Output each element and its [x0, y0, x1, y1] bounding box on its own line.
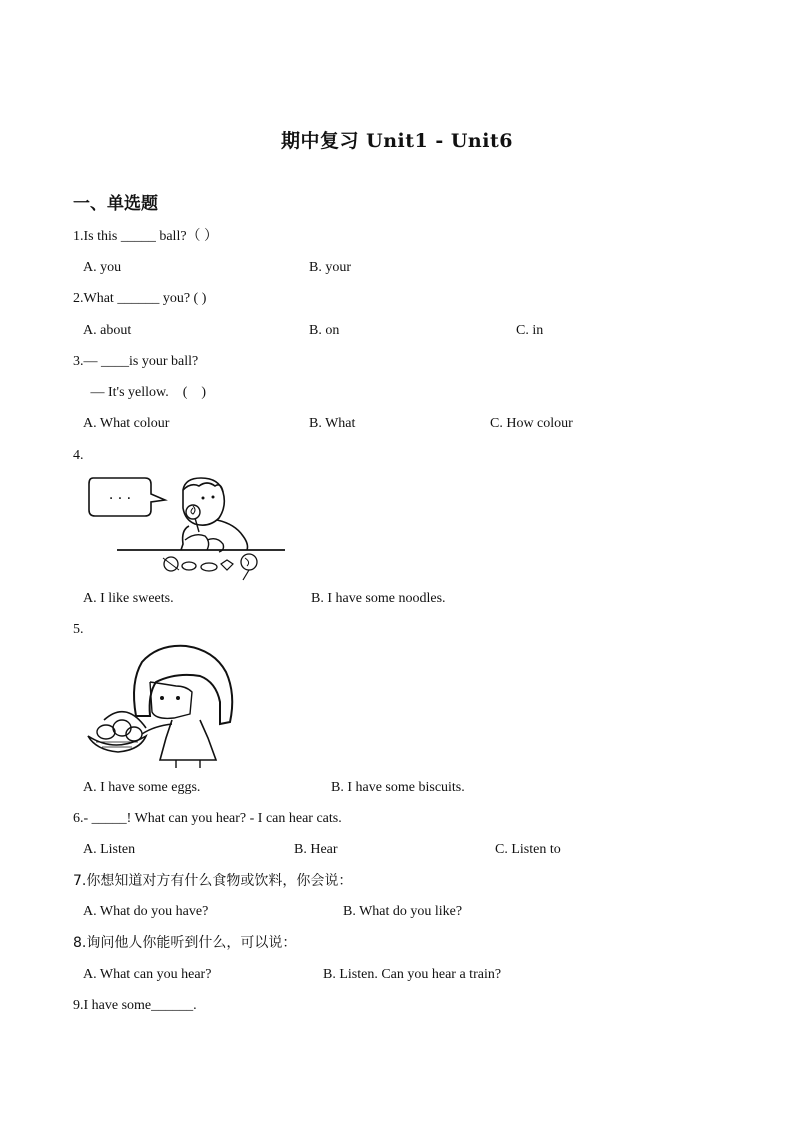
question-8-option-b[interactable]: B. Listen. Can you hear a train? [323, 967, 502, 982]
question-5-stem: 5. [73, 622, 84, 637]
question-7-stem: 7.你想知道对方有什么食物或饮料，你会说： [73, 873, 353, 889]
boy-hair-shape [183, 483, 223, 492]
question-4-option-a[interactable]: A. I like sweets. [83, 591, 174, 606]
question-2-option-a[interactable]: A. about [83, 323, 132, 338]
egg-shape [113, 720, 131, 736]
question-6-option-c[interactable]: C. Listen to [495, 842, 561, 857]
question-3-option-a[interactable]: A. What colour [83, 416, 170, 431]
egg-shape [97, 725, 115, 739]
question-3-option-c[interactable]: C. How colour [490, 416, 573, 431]
girl-hair-shape [134, 646, 232, 724]
question-8-option-a[interactable]: A. What can you hear? [83, 967, 212, 982]
question-4-option-b[interactable]: B. I have some noodles. [311, 591, 446, 606]
section-heading: 一、单选题 [73, 194, 158, 214]
page-title: 期中复习 Unit1 - Unit6 [281, 130, 513, 152]
question-3-stem-line-2: — It's yellow. ( ) [80, 385, 207, 400]
speech-bubble-dots: · · · [108, 491, 132, 507]
question-3-option-b[interactable]: B. What [309, 416, 356, 431]
question-2-option-c[interactable]: C. in [516, 323, 544, 338]
question-5-figure [80, 642, 250, 772]
girl-face-shape [150, 682, 192, 718]
question-1-stem: 1.Is this _____ ball?（ ） [73, 229, 219, 244]
question-7-option-b[interactable]: B. What do you like? [343, 904, 463, 919]
question-6-stem: 6.- _____! What can you hear? - I can hear cats. [73, 811, 342, 826]
boy-eating-lollipop-illustration [85, 470, 290, 582]
question-7-option-a[interactable]: A. What do you have? [83, 904, 209, 919]
question-5-option-b[interactable]: B. I have some biscuits. [331, 780, 465, 795]
lollipop-shape [186, 505, 200, 519]
question-5-option-a[interactable]: A. I have some eggs. [83, 780, 201, 795]
question-9-stem: 9.I have some______. [73, 998, 197, 1013]
question-2-option-b[interactable]: B. on [309, 323, 340, 338]
question-1-option-a[interactable]: A. you [83, 260, 122, 275]
question-2-stem: 2.What ______ you? ( ) [73, 291, 207, 306]
question-6-option-a[interactable]: A. Listen [83, 842, 136, 857]
boy-body-shape [181, 520, 248, 550]
basket-shape [88, 736, 146, 752]
question-6-option-b[interactable]: B. Hear [294, 842, 338, 857]
question-4-figure [85, 470, 290, 582]
girl-with-egg-basket-illustration [80, 642, 250, 772]
girl-dress-shape [160, 720, 216, 760]
question-3-stem: 3.— ____is your ball? [73, 354, 199, 369]
question-1-option-b[interactable]: B. your [309, 260, 351, 275]
question-4-stem: 4. [73, 448, 84, 463]
question-8-stem: 8.询问他人你能听到什么，可以说： [73, 935, 297, 951]
